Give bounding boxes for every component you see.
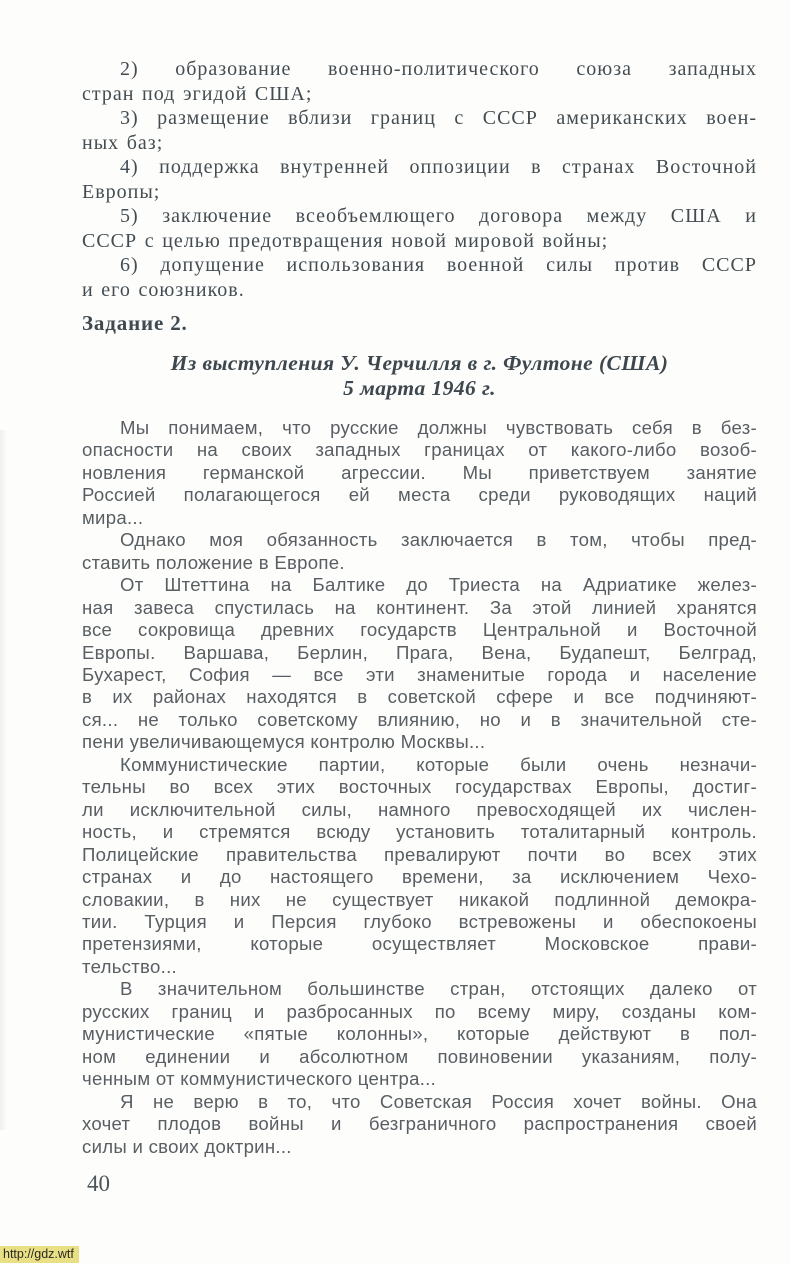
text-line: ся... не только советскому влиянию, но и в значительной сте- xyxy=(82,708,757,730)
text-line: силы и своих доктрин... xyxy=(82,1135,292,1157)
text-line: От Штеттина на Балтике до Триеста на Адриатике желез- xyxy=(120,574,757,596)
text-line: русских границ и разбросанных по всему миру, созданы ком- xyxy=(82,1000,757,1022)
text-line: 6) допущение использования военной силы против СССР xyxy=(120,254,757,276)
text-line: Коммунистические партии, которые были очень незначи- xyxy=(120,753,757,775)
text-line: хочет плодов войны и безграничного распространения своей xyxy=(82,1113,757,1135)
speech-paragraph xyxy=(82,1091,757,1158)
text-line: словакии, в них не существует никакой подлинной демокра- xyxy=(82,888,757,910)
speech-paragraph xyxy=(82,417,757,529)
list-item xyxy=(82,253,757,302)
text-line: ная завеса спустилась на континент. За этой линией хранятся xyxy=(82,596,757,618)
scan-artifact xyxy=(0,430,7,1130)
text-line: Россией полагающегося ей места среди руководящих наций xyxy=(82,484,757,506)
list-item xyxy=(82,204,757,253)
page-content xyxy=(82,57,757,1197)
page-number: 40 xyxy=(87,1170,110,1196)
text-line: Полицейские правительства превалируют почти во всех этих xyxy=(82,843,757,865)
list-item xyxy=(82,57,757,106)
speech-paragraph xyxy=(82,574,757,754)
list-item xyxy=(82,106,757,155)
text-line: тии. Турция и Персия глубоко встревожены и обеспокоены xyxy=(82,910,757,932)
text-line: ном единении и абсолютном повиновении указаниям, полу- xyxy=(82,1045,757,1067)
text-line: тельство... xyxy=(82,955,177,977)
text-line: ность, и стремятся всюду установить тоталитарный контроль. xyxy=(82,821,757,843)
list-item xyxy=(82,155,757,204)
speech-paragraph xyxy=(82,529,757,574)
text-line: Однако моя обязанность заключается в том, чтобы пред- xyxy=(120,529,757,551)
text-line: 3) размещение вблизи границ с СССР американских воен- xyxy=(120,107,757,129)
speech-text xyxy=(82,417,757,1158)
text-line: Европы. Варшава, Берлин, Прага, Вена, Будапешт, Белград, xyxy=(82,641,757,663)
text-line: мира... xyxy=(82,506,144,528)
text-line: Мы понимаем, что русские должны чувствовать себя в без- xyxy=(120,417,757,438)
text-line: ставить положение в Европе. xyxy=(82,551,345,573)
text-line: 4) поддержка внутренней оппозиции в странах Восточной xyxy=(120,156,757,178)
text-line: СССР с целью предотвращения новой мировой войны; xyxy=(82,229,609,252)
text-line: опасности на своих западных границах от какого-либо возоб- xyxy=(82,439,757,461)
speech-paragraph xyxy=(82,978,757,1090)
text-line: в их районах находятся в советской сфере и все подчиняют- xyxy=(82,686,757,708)
text-line: тельны во всех этих восточных государствах Европы, достиг- xyxy=(82,776,757,798)
text-line: стран под эгидой США; xyxy=(82,82,313,105)
source-heading xyxy=(82,351,757,401)
text-line: пени увеличивающемуся контролю Москвы... xyxy=(82,731,486,753)
text-line: Я не верю в то, что Советская Россия хочет войны. Она xyxy=(120,1090,757,1112)
text-line: Европы; xyxy=(82,180,161,203)
speech-paragraph xyxy=(82,754,757,979)
watermark-url: http://gdz.wtf xyxy=(0,1246,79,1263)
text-line: мунистические «пятые колонны», которые действуют в пол- xyxy=(82,1023,757,1045)
text-line: все сокровища древних государств Центральной и Восточной xyxy=(82,619,757,641)
text-line: претензиями, которые осуществляет Московское прави- xyxy=(82,933,757,955)
text-line: В значительном большинстве стран, отстоящих далеко от xyxy=(120,978,757,1000)
source-heading-line-2: 5 марта 1946 г. xyxy=(343,376,496,400)
text-line: новления германской агрессии. Мы приветствуем занятие xyxy=(82,461,757,483)
text-line: странах и до настоящего времени, за исключением Чехо- xyxy=(82,866,757,888)
numbered-list xyxy=(82,57,757,302)
text-line: ных баз; xyxy=(82,131,164,154)
text-line: Бухарест, София — все эти знаменитые города и население xyxy=(82,663,757,685)
text-line: ли исключительной силы, намного превосходящей их числен- xyxy=(82,798,757,820)
text-line: и его союзников. xyxy=(82,278,245,301)
task-label: Задание 2. xyxy=(82,311,188,335)
source-heading-line-1: Из выступления У. Черчилля в г. Фултоне (США) xyxy=(170,351,669,375)
text-line: ченным от коммунистического центра... xyxy=(82,1068,437,1090)
text-line: 2) образование военно-политического союза западных xyxy=(120,58,757,80)
text-line: 5) заключение всеобъемлющего договора между США и xyxy=(120,205,757,227)
